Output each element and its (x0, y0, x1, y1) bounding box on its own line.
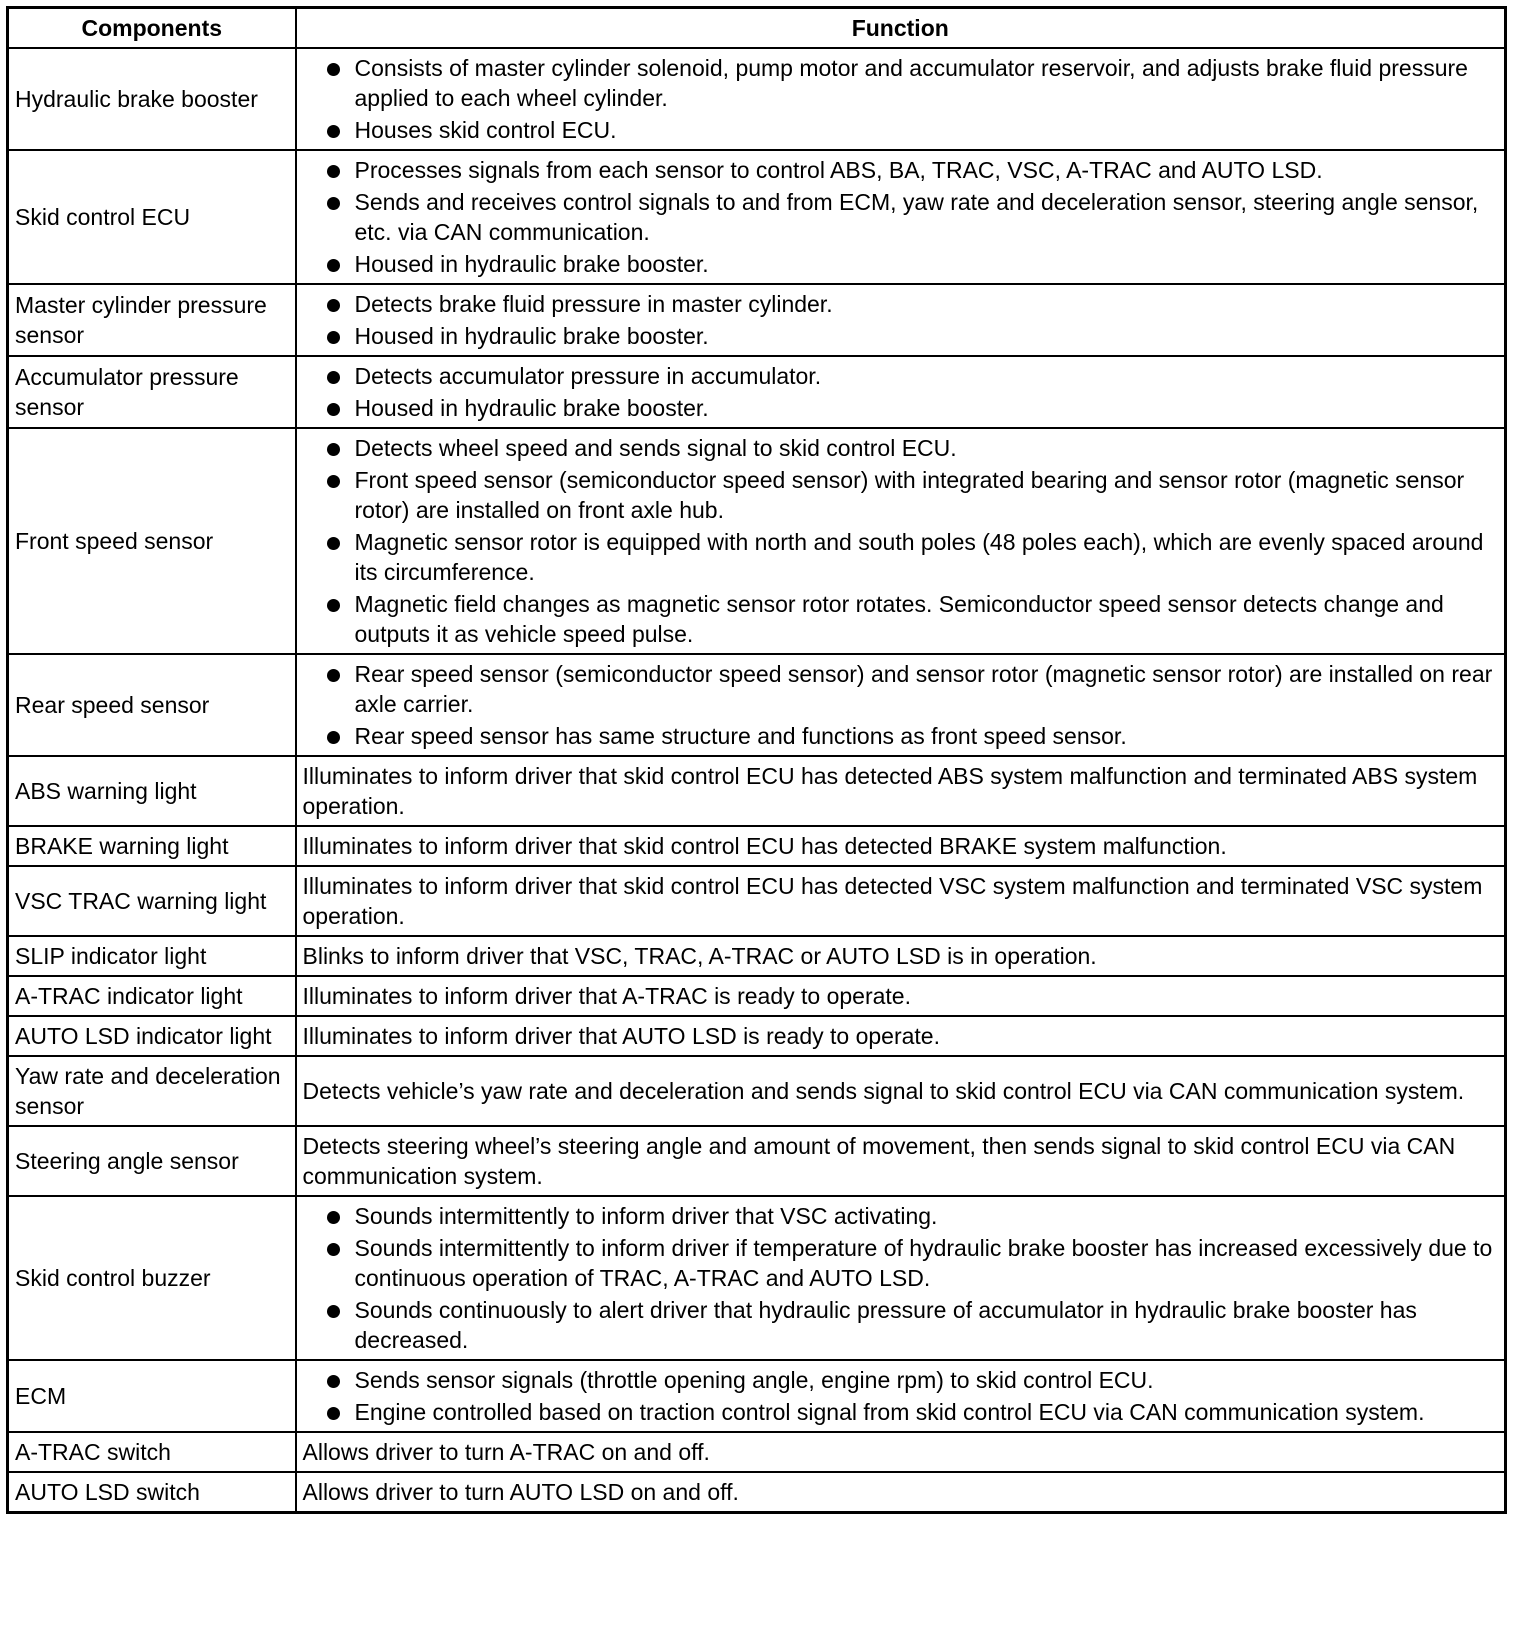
component-cell: SLIP indicator light (8, 936, 296, 976)
function-cell: Illuminates to inform driver that skid control ECU has detected BRAKE system malfunction. (296, 826, 1506, 866)
function-bullet: Sounds intermittently to inform driver if temperature of hydraulic brake booster has increased excessively due to continuous operation of TRAC, A-TRAC and AUTO LSD. (303, 1233, 1499, 1293)
component-cell: Front speed sensor (8, 428, 296, 654)
component-cell: A-TRAC switch (8, 1432, 296, 1472)
function-bullet: Detects accumulator pressure in accumulator. (303, 361, 1499, 391)
table-row (8, 936, 1506, 976)
function-bullet: Processes signals from each sensor to control ABS, BA, TRAC, VSC, A-TRAC and AUTO LSD. (303, 155, 1499, 185)
table-row (8, 284, 1506, 356)
function-bullet-list (303, 1365, 1499, 1427)
function-cell: Illuminates to inform driver that AUTO LSD is ready to operate. (296, 1016, 1506, 1056)
component-cell: VSC TRAC warning light (8, 866, 296, 936)
function-cell: Illuminates to inform driver that skid control ECU has detected ABS system malfunction and terminated ABS system operation. (296, 756, 1506, 826)
function-bullet: Sounds continuously to alert driver that hydraulic pressure of accumulator in hydraulic brake booster has decreased. (303, 1295, 1499, 1355)
header-components: Components (8, 8, 296, 49)
function-cell (296, 356, 1506, 428)
function-bullet: Consists of master cylinder solenoid, pump motor and accumulator reservoir, and adjusts brake fluid pressure applied to each wheel cylinder. (303, 53, 1499, 113)
header-row (8, 8, 1506, 49)
function-bullet: Houses skid control ECU. (303, 115, 1499, 145)
table-row (8, 1196, 1506, 1360)
component-cell: Yaw rate and deceleration sensor (8, 1056, 296, 1126)
function-cell (296, 48, 1506, 150)
function-bullet-list (303, 155, 1499, 279)
function-bullet: Housed in hydraulic brake booster. (303, 249, 1499, 279)
function-cell: Illuminates to inform driver that skid control ECU has detected VSC system malfunction and terminated VSC system operation. (296, 866, 1506, 936)
component-cell: AUTO LSD indicator light (8, 1016, 296, 1056)
components-function-sheet (6, 6, 1504, 1514)
function-cell (296, 284, 1506, 356)
table-row (8, 654, 1506, 756)
table-row (8, 150, 1506, 284)
function-bullet: Detects wheel speed and sends signal to skid control ECU. (303, 433, 1499, 463)
function-cell: Detects vehicle’s yaw rate and deceleration and sends signal to skid control ECU via CAN communication system. (296, 1056, 1506, 1126)
function-bullet: Magnetic field changes as magnetic sensor rotor rotates. Semiconductor speed sensor detects change and outputs it as vehicle speed pulse. (303, 589, 1499, 649)
function-bullet: Sends and receives control signals to and from ECM, yaw rate and deceleration sensor, steering angle sensor, etc. via CAN communication. (303, 187, 1499, 247)
component-cell: Rear speed sensor (8, 654, 296, 756)
function-bullet-list (303, 53, 1499, 145)
component-cell: ABS warning light (8, 756, 296, 826)
component-cell: ECM (8, 1360, 296, 1432)
function-cell (296, 1196, 1506, 1360)
table-row (8, 756, 1506, 826)
function-bullet: Detects brake fluid pressure in master cylinder. (303, 289, 1499, 319)
function-cell: Allows driver to turn A-TRAC on and off. (296, 1432, 1506, 1472)
table-row (8, 826, 1506, 866)
function-bullet: Housed in hydraulic brake booster. (303, 393, 1499, 423)
table-row (8, 1432, 1506, 1472)
function-cell (296, 428, 1506, 654)
function-bullet-list (303, 659, 1499, 751)
function-bullet: Rear speed sensor has same structure and functions as front speed sensor. (303, 721, 1499, 751)
header-function: Function (296, 8, 1506, 49)
component-cell: A-TRAC indicator light (8, 976, 296, 1016)
function-cell: Illuminates to inform driver that A-TRAC is ready to operate. (296, 976, 1506, 1016)
function-bullet-list (303, 433, 1499, 649)
function-cell: Blinks to inform driver that VSC, TRAC, A-TRAC or AUTO LSD is in operation. (296, 936, 1506, 976)
component-cell: BRAKE warning light (8, 826, 296, 866)
function-cell (296, 150, 1506, 284)
component-cell: Hydraulic brake booster (8, 48, 296, 150)
function-bullet: Sends sensor signals (throttle opening angle, engine rpm) to skid control ECU. (303, 1365, 1499, 1395)
component-cell: Master cylinder pressure sensor (8, 284, 296, 356)
function-bullet: Magnetic sensor rotor is equipped with north and south poles (48 poles each), which are evenly spaced around its circumference. (303, 527, 1499, 587)
function-bullet-list (303, 1201, 1499, 1355)
function-bullet: Housed in hydraulic brake booster. (303, 321, 1499, 351)
table-row (8, 976, 1506, 1016)
function-bullet: Front speed sensor (semiconductor speed sensor) with integrated bearing and sensor rotor (magnetic sensor rotor) are installed on front axle hub. (303, 465, 1499, 525)
function-cell: Detects steering wheel’s steering angle and amount of movement, then sends signal to skid control ECU via CAN communication system. (296, 1126, 1506, 1196)
table-row (8, 1360, 1506, 1432)
table-row (8, 428, 1506, 654)
component-cell: Skid control ECU (8, 150, 296, 284)
function-bullet-list (303, 289, 1499, 351)
function-cell (296, 654, 1506, 756)
component-cell: Steering angle sensor (8, 1126, 296, 1196)
table-row (8, 1056, 1506, 1126)
component-cell: AUTO LSD switch (8, 1472, 296, 1513)
function-bullet: Sounds intermittently to inform driver that VSC activating. (303, 1201, 1499, 1231)
function-bullet: Rear speed sensor (semiconductor speed sensor) and sensor rotor (magnetic sensor rotor) are installed on rear axle carrier. (303, 659, 1499, 719)
table-row (8, 1472, 1506, 1513)
table-row (8, 1126, 1506, 1196)
function-bullet-list (303, 361, 1499, 423)
table-row (8, 48, 1506, 150)
table-row (8, 356, 1506, 428)
table-row (8, 1016, 1506, 1056)
component-cell: Skid control buzzer (8, 1196, 296, 1360)
function-cell: Allows driver to turn AUTO LSD on and off. (296, 1472, 1506, 1513)
components-function-table (6, 6, 1507, 1514)
table-row (8, 866, 1506, 936)
function-cell (296, 1360, 1506, 1432)
component-cell: Accumulator pressure sensor (8, 356, 296, 428)
function-bullet: Engine controlled based on traction control signal from skid control ECU via CAN communication system. (303, 1397, 1499, 1427)
